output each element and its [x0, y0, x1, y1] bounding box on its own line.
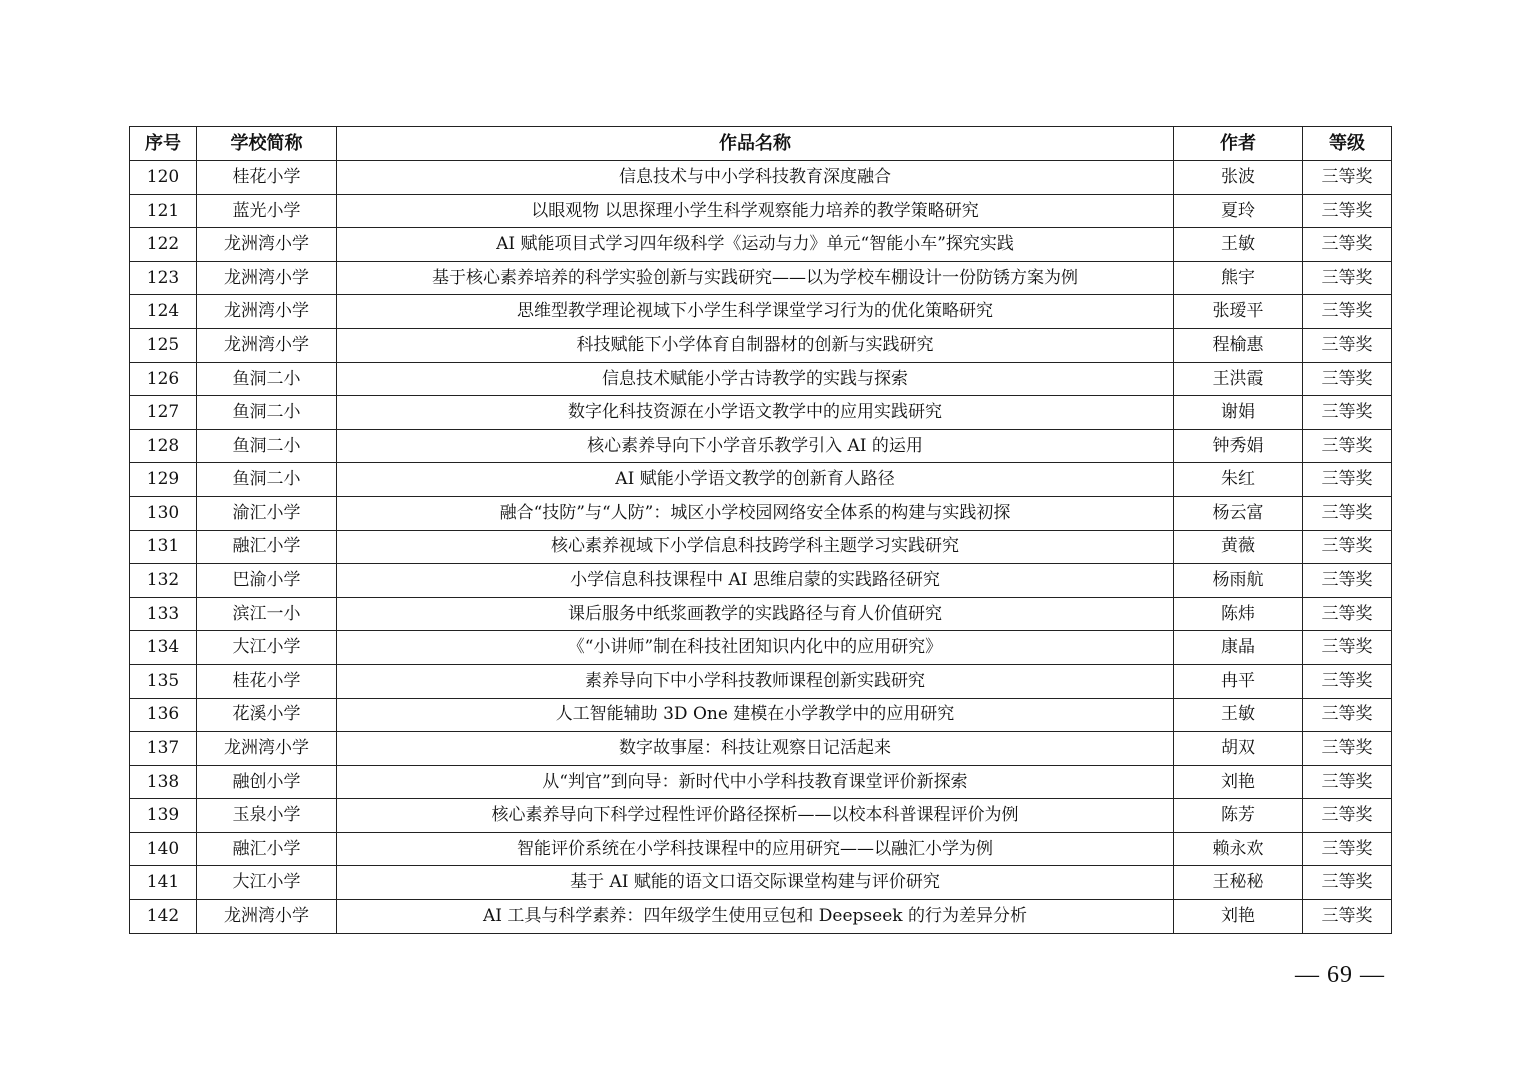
- cell-title: 课后服务中纸浆画教学的实践路径与育人价值研究: [337, 597, 1174, 631]
- cell-title: 《“小讲师”制在科技社团知识内化中的应用研究》: [337, 631, 1174, 665]
- cell-school: 融创小学: [197, 765, 337, 799]
- cell-school: 鱼洞二小: [197, 429, 337, 463]
- table-row: [130, 261, 1392, 295]
- cell-no: 125: [130, 328, 197, 362]
- cell-school: 大江小学: [197, 866, 337, 900]
- cell-title: 信息技术与中小学科技教育深度融合: [337, 161, 1174, 195]
- cell-no: 128: [130, 429, 197, 463]
- cell-level: 三等奖: [1303, 362, 1392, 396]
- cell-no: 120: [130, 161, 197, 195]
- cell-level: 三等奖: [1303, 799, 1392, 833]
- cell-title: 核心素养导向下科学过程性评价路径探析——以校本科普课程评价为例: [337, 799, 1174, 833]
- cell-title: 人工智能辅助 3D One 建模在小学教学中的应用研究: [337, 698, 1174, 732]
- cell-no: 132: [130, 564, 197, 598]
- cell-level: 三等奖: [1303, 732, 1392, 766]
- awards-table: [129, 126, 1392, 934]
- table-row: [130, 597, 1392, 631]
- cell-author: 王敏: [1174, 228, 1303, 262]
- cell-title: AI 赋能项目式学习四年级科学《运动与力》单元“智能小车”探究实践: [337, 228, 1174, 262]
- cell-no: 130: [130, 496, 197, 530]
- cell-no: 141: [130, 866, 197, 900]
- cell-author: 刘艳: [1174, 900, 1303, 934]
- cell-author: 杨云富: [1174, 496, 1303, 530]
- table-row: [130, 631, 1392, 665]
- table-header: [130, 127, 1392, 161]
- cell-school: 鱼洞二小: [197, 463, 337, 497]
- cell-level: 三等奖: [1303, 328, 1392, 362]
- cell-title: 基于核心素养培养的科学实验创新与实践研究——以为学校车棚设计一份防锈方案为例: [337, 261, 1174, 295]
- cell-level: 三等奖: [1303, 900, 1392, 934]
- cell-no: 124: [130, 295, 197, 329]
- cell-title: AI 赋能小学语文教学的创新育人路径: [337, 463, 1174, 497]
- cell-school: 大江小学: [197, 631, 337, 665]
- table-body: [130, 161, 1392, 934]
- cell-school: 桂花小学: [197, 664, 337, 698]
- cell-author: 王洪霞: [1174, 362, 1303, 396]
- cell-author: 康晶: [1174, 631, 1303, 665]
- cell-author: 赖永欢: [1174, 832, 1303, 866]
- cell-title: 数字故事屋：科技让观察日记活起来: [337, 732, 1174, 766]
- cell-author: 杨雨航: [1174, 564, 1303, 598]
- table-row: [130, 732, 1392, 766]
- page-number: — 69 —: [1295, 962, 1385, 988]
- table-row: [130, 396, 1392, 430]
- cell-no: 133: [130, 597, 197, 631]
- header-level: 等级: [1303, 127, 1392, 161]
- cell-no: 136: [130, 698, 197, 732]
- table-row: [130, 228, 1392, 262]
- cell-no: 139: [130, 799, 197, 833]
- cell-author: 陈炜: [1174, 597, 1303, 631]
- cell-school: 鱼洞二小: [197, 362, 337, 396]
- cell-level: 三等奖: [1303, 228, 1392, 262]
- cell-title: 以眼观物 以思探理小学生科学观察能力培养的教学策略研究: [337, 194, 1174, 228]
- cell-title: 素养导向下中小学科技教师课程创新实践研究: [337, 664, 1174, 698]
- header-school: 学校简称: [197, 127, 337, 161]
- cell-school: 滨江一小: [197, 597, 337, 631]
- table-row: [130, 832, 1392, 866]
- cell-no: 123: [130, 261, 197, 295]
- cell-level: 三等奖: [1303, 429, 1392, 463]
- cell-author: 朱红: [1174, 463, 1303, 497]
- cell-no: 121: [130, 194, 197, 228]
- cell-school: 鱼洞二小: [197, 396, 337, 430]
- cell-no: 138: [130, 765, 197, 799]
- cell-school: 龙洲湾小学: [197, 295, 337, 329]
- cell-level: 三等奖: [1303, 866, 1392, 900]
- cell-level: 三等奖: [1303, 765, 1392, 799]
- table-row: [130, 496, 1392, 530]
- cell-no: 129: [130, 463, 197, 497]
- cell-title: 思维型教学理论视域下小学生科学课堂学习行为的优化策略研究: [337, 295, 1174, 329]
- cell-school: 融汇小学: [197, 530, 337, 564]
- cell-title: 基于 AI 赋能的语文口语交际课堂构建与评价研究: [337, 866, 1174, 900]
- cell-level: 三等奖: [1303, 463, 1392, 497]
- table-row: [130, 866, 1392, 900]
- table-row: [130, 161, 1392, 195]
- cell-level: 三等奖: [1303, 631, 1392, 665]
- cell-school: 桂花小学: [197, 161, 337, 195]
- cell-title: 小学信息科技课程中 AI 思维启蒙的实践路径研究: [337, 564, 1174, 598]
- cell-author: 张瑷平: [1174, 295, 1303, 329]
- cell-level: 三等奖: [1303, 564, 1392, 598]
- cell-title: 核心素养视域下小学信息科技跨学科主题学习实践研究: [337, 530, 1174, 564]
- table-row: [130, 463, 1392, 497]
- cell-author: 黄薇: [1174, 530, 1303, 564]
- cell-level: 三等奖: [1303, 261, 1392, 295]
- cell-school: 花溪小学: [197, 698, 337, 732]
- table-row: [130, 900, 1392, 934]
- cell-author: 冉平: [1174, 664, 1303, 698]
- table-row: [130, 564, 1392, 598]
- cell-author: 夏玲: [1174, 194, 1303, 228]
- cell-level: 三等奖: [1303, 698, 1392, 732]
- cell-no: 134: [130, 631, 197, 665]
- cell-school: 龙洲湾小学: [197, 900, 337, 934]
- cell-school: 融汇小学: [197, 832, 337, 866]
- cell-no: 131: [130, 530, 197, 564]
- cell-level: 三等奖: [1303, 530, 1392, 564]
- header-row: [130, 127, 1392, 161]
- table-row: [130, 295, 1392, 329]
- header-no: 序号: [130, 127, 197, 161]
- cell-level: 三等奖: [1303, 396, 1392, 430]
- table-row: [130, 530, 1392, 564]
- cell-level: 三等奖: [1303, 597, 1392, 631]
- header-title: 作品名称: [337, 127, 1174, 161]
- cell-title: 数字化科技资源在小学语文教学中的应用实践研究: [337, 396, 1174, 430]
- cell-author: 王秘秘: [1174, 866, 1303, 900]
- cell-school: 龙洲湾小学: [197, 261, 337, 295]
- cell-level: 三等奖: [1303, 161, 1392, 195]
- cell-author: 胡双: [1174, 732, 1303, 766]
- cell-no: 142: [130, 900, 197, 934]
- cell-school: 龙洲湾小学: [197, 732, 337, 766]
- table-row: [130, 194, 1392, 228]
- cell-no: 135: [130, 664, 197, 698]
- cell-school: 渝汇小学: [197, 496, 337, 530]
- cell-no: 127: [130, 396, 197, 430]
- cell-school: 龙洲湾小学: [197, 328, 337, 362]
- cell-no: 137: [130, 732, 197, 766]
- cell-title: 融合“技防”与“人防”：城区小学校园网络安全体系的构建与实践初探: [337, 496, 1174, 530]
- cell-title: 信息技术赋能小学古诗教学的实践与探索: [337, 362, 1174, 396]
- cell-level: 三等奖: [1303, 194, 1392, 228]
- cell-school: 蓝光小学: [197, 194, 337, 228]
- cell-author: 王敏: [1174, 698, 1303, 732]
- cell-title: 从“判官”到向导：新时代中小学科技教育课堂评价新探索: [337, 765, 1174, 799]
- cell-author: 程榆惠: [1174, 328, 1303, 362]
- cell-school: 龙洲湾小学: [197, 228, 337, 262]
- table-row: [130, 698, 1392, 732]
- cell-author: 张波: [1174, 161, 1303, 195]
- cell-no: 126: [130, 362, 197, 396]
- cell-level: 三等奖: [1303, 496, 1392, 530]
- table-row: [130, 799, 1392, 833]
- cell-school: 巴渝小学: [197, 564, 337, 598]
- cell-level: 三等奖: [1303, 664, 1392, 698]
- table-row: [130, 664, 1392, 698]
- cell-author: 刘艳: [1174, 765, 1303, 799]
- table-row: [130, 328, 1392, 362]
- cell-author: 陈芳: [1174, 799, 1303, 833]
- cell-level: 三等奖: [1303, 832, 1392, 866]
- table-row: [130, 429, 1392, 463]
- cell-school: 玉泉小学: [197, 799, 337, 833]
- cell-author: 熊宇: [1174, 261, 1303, 295]
- cell-title: AI 工具与科学素养：四年级学生使用豆包和 Deepseek 的行为差异分析: [337, 900, 1174, 934]
- cell-title: 科技赋能下小学体育自制器材的创新与实践研究: [337, 328, 1174, 362]
- cell-title: 核心素养导向下小学音乐教学引入 AI 的运用: [337, 429, 1174, 463]
- cell-no: 122: [130, 228, 197, 262]
- cell-level: 三等奖: [1303, 295, 1392, 329]
- cell-title: 智能评价系统在小学科技课程中的应用研究——以融汇小学为例: [337, 832, 1174, 866]
- cell-author: 谢娟: [1174, 396, 1303, 430]
- table-row: [130, 362, 1392, 396]
- cell-no: 140: [130, 832, 197, 866]
- cell-author: 钟秀娟: [1174, 429, 1303, 463]
- header-author: 作者: [1174, 127, 1303, 161]
- table-row: [130, 765, 1392, 799]
